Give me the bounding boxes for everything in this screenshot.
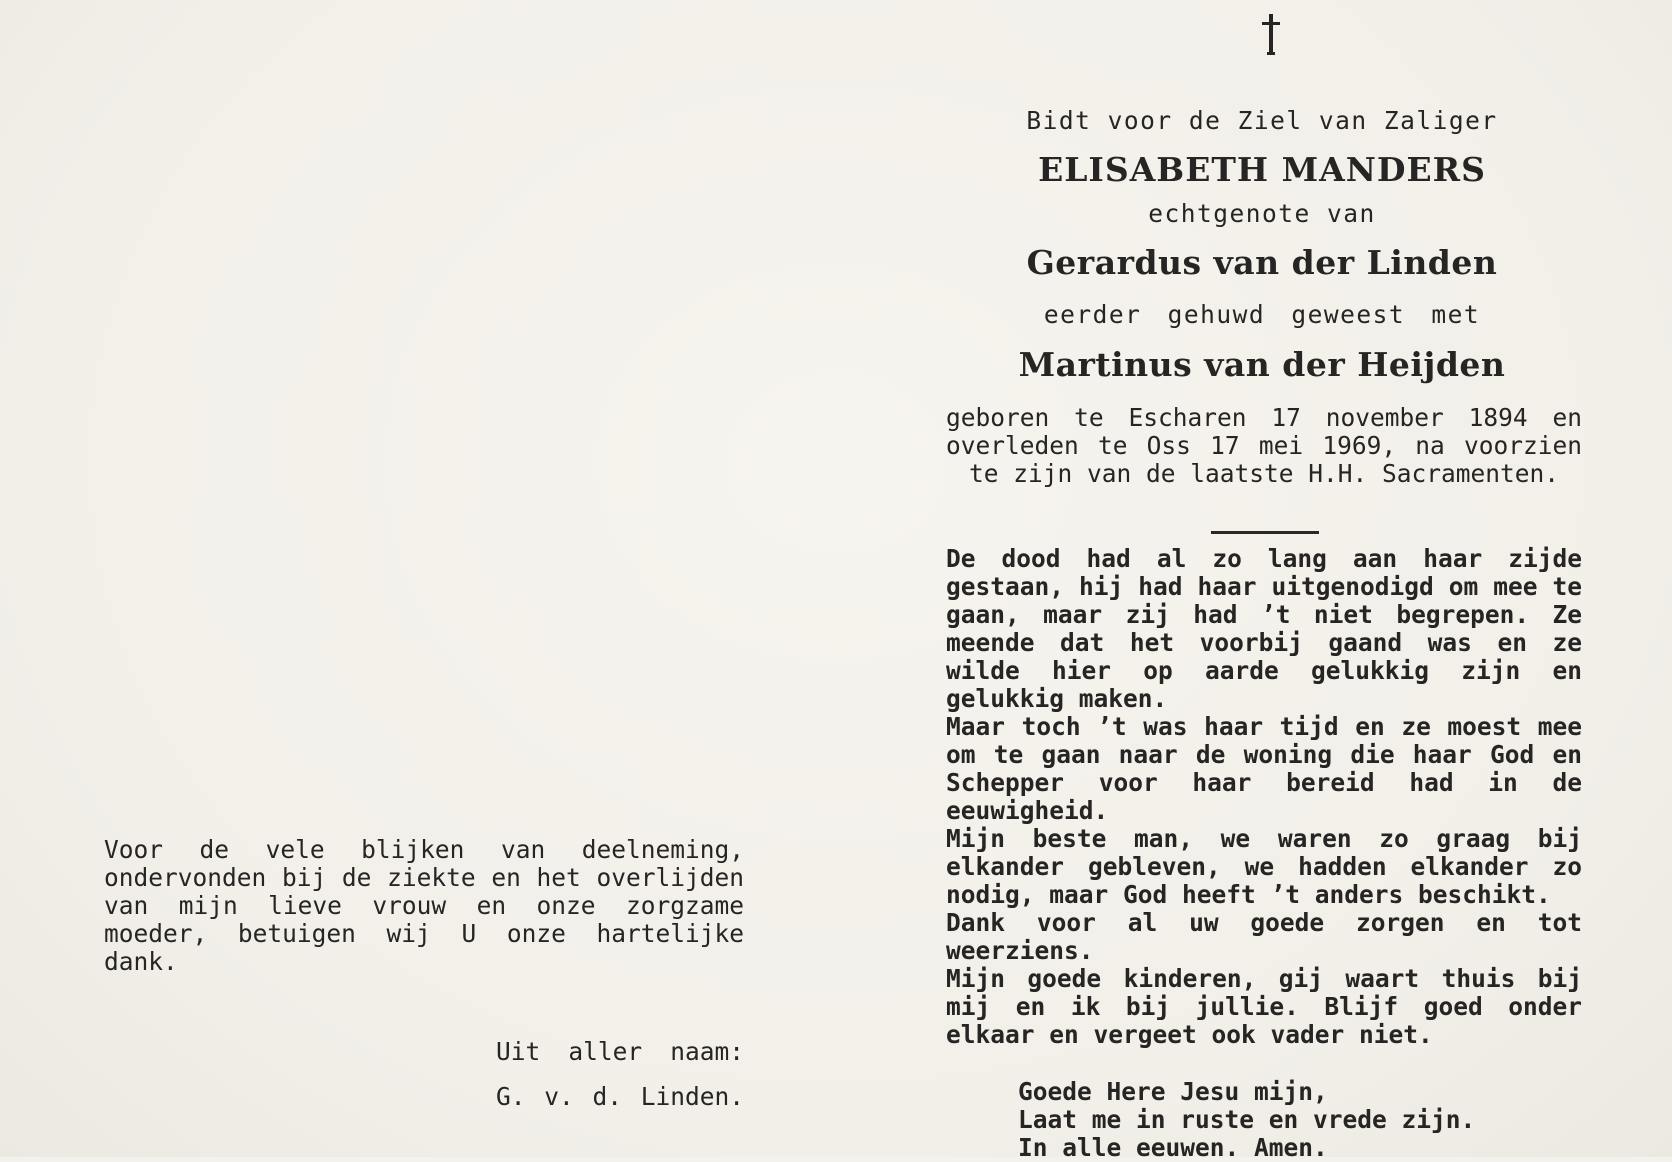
memorial-text <box>946 545 1582 1049</box>
birth-death-details: geboren te Escharen 17 november 1894 en overleden te Oss 17 mei 1969, na voorzien te zijn van de laatste H.H. Sacramenten. <box>946 403 1582 488</box>
memorial-paragraph: Maar toch ’t was haar tijd en ze moest mee om te gaan naar de woning die haar God en Schepper voor haar bereid had in de eeuwigheid. <box>946 712 1582 825</box>
prayer-line: Goede Here Jesu mijn, <box>1018 1077 1328 1106</box>
thanks-paragraph <box>104 836 744 976</box>
cross-icon <box>1255 10 1287 58</box>
memorial-paragraph: Mijn goede kinderen, gij waart thuis bij mij en ik bij jullie. Blijf goed onder elkaar en vergeet ook vader niet. <box>946 964 1582 1049</box>
signoff-line: Uit aller naam: <box>496 1037 744 1066</box>
memorial-paragraph: Mijn beste man, we waren zo graag bij elkander gebleven, we hadden elkander zo nodig, maar God heeft ’t anders beschikt. <box>946 824 1582 909</box>
memorial-paragraph: Dank voor al uw goede zorgen en tot weerziens. <box>946 908 1582 965</box>
divider-line <box>1211 531 1319 534</box>
former-spouse-intro: eerder gehuwd geweest met <box>1043 300 1481 329</box>
memorial-paragraph: De dood had al zo lang aan haar zijde gestaan, hij had haar uitgenodigd om mee te gaan, maar zij had ’t niet begrepen. Ze meende dat het voorbij gaand was en ze wilde hier op aarde gelukkig zijn en gelukkig maken. <box>946 544 1582 713</box>
thanks-text: Voor de vele blijken van deelneming, ondervonden bij de ziekte en het overlijden van mijn lieve vrouw en onze zorgzame moeder, betuigen wij U onze hartelijke dank. <box>104 835 744 976</box>
spouse-intro: echtgenote van <box>1148 199 1376 228</box>
prayer-line: In alle eeuwen. Amen. <box>1018 1133 1328 1162</box>
prayer-request: Bidt voor de Ziel van Zaliger <box>1026 106 1498 135</box>
closing-prayer <box>1018 1078 1578 1162</box>
signoff-signature: G. v. d. Linden. <box>496 1082 744 1111</box>
prayer-line: Laat me in ruste en vrede zijn. <box>1018 1105 1476 1134</box>
former-spouse-name: Martinus van der Heijden <box>1018 345 1506 384</box>
deceased-name: ELISABETH MANDERS <box>1038 150 1486 189</box>
spouse-name: Gerardus van der Linden <box>1026 243 1498 282</box>
